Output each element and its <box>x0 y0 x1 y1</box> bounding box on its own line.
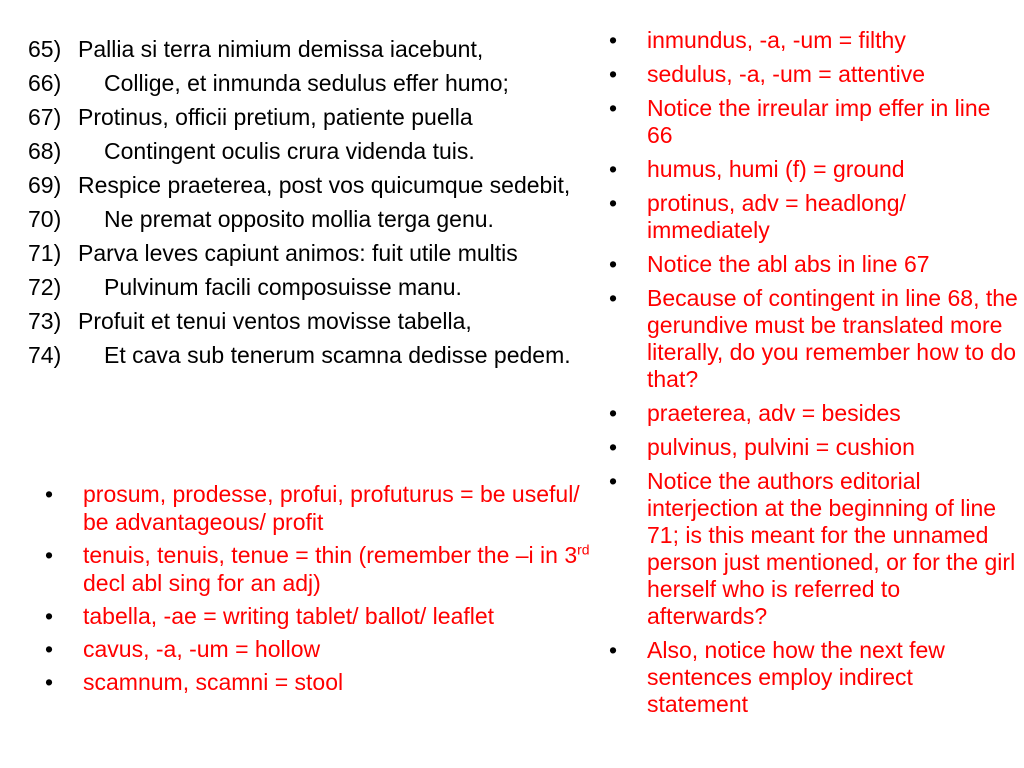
line-number: 73) <box>28 308 62 334</box>
bullet-icon: • <box>45 481 54 507</box>
poem-line <box>28 338 648 372</box>
note-text-end: decl abl sing for an adj) <box>83 570 321 596</box>
note-text: Also, notice how the next few sentences employ indirect statement <box>647 637 945 717</box>
poem-line <box>28 202 648 236</box>
bullet-icon: • <box>45 542 54 568</box>
note-item <box>609 251 1019 278</box>
line-number: 70) <box>28 206 62 232</box>
poem-line <box>28 66 648 100</box>
note-text-start: tenuis, tenuis, tenue = thin (remember the –i in 3 <box>83 542 578 568</box>
line-number: 66) <box>28 70 62 96</box>
bullet-icon: • <box>609 251 618 277</box>
line-text: Parva leves capiunt animos: fuit utile multis <box>78 240 518 266</box>
note-text: humus, humi (f) = ground <box>647 156 905 182</box>
note-item <box>609 637 1019 718</box>
line-text: Ne premat opposito mollia terga genu. <box>104 206 494 232</box>
line-number: 74) <box>28 342 62 368</box>
vocab-notes-right <box>609 27 1019 725</box>
note-text: protinus, adv = headlong/ immediately <box>647 190 906 243</box>
line-number: 68) <box>28 138 62 164</box>
bullet-icon: • <box>609 27 618 53</box>
note-item <box>45 635 603 663</box>
note-text: Notice the abl abs in line 67 <box>647 251 930 277</box>
note-text: inmundus, -a, -um = filthy <box>647 27 906 53</box>
bullet-icon: • <box>45 669 54 695</box>
note-item <box>609 285 1019 393</box>
note-item <box>45 541 603 597</box>
note-text: praeterea, adv = besides <box>647 400 901 426</box>
line-text: Et cava sub tenerum scamna dedisse pedem. <box>104 342 571 368</box>
note-text: tabella, -ae = writing tablet/ ballot/ leaflet <box>83 603 495 629</box>
note-item <box>45 602 603 630</box>
bullet-icon: • <box>609 637 618 663</box>
note-item <box>609 434 1019 461</box>
bullet-icon: • <box>609 95 618 121</box>
note-text: Because of contingent in line 68, the gerundive must be translated more literally, do you remember how to do that? <box>647 285 1018 392</box>
line-number: 72) <box>28 274 62 300</box>
bullet-icon: • <box>609 400 618 426</box>
vocab-notes-bottom <box>45 480 603 701</box>
poem-line <box>28 100 648 134</box>
note-item <box>609 190 1019 244</box>
line-text: Pulvinum facili composuisse manu. <box>104 274 462 300</box>
poem-line <box>28 236 648 270</box>
line-number: 71) <box>28 240 62 266</box>
bullet-icon: • <box>609 434 618 460</box>
line-text: Protinus, officii pretium, patiente puella <box>78 104 473 130</box>
poem-text <box>28 32 648 372</box>
line-number: 67) <box>28 104 62 130</box>
note-text: Notice the authors editorial interjection at the beginning of line 71; is this meant for the unnamed person just mentioned, or for the girl herself who is referred to afterwards? <box>647 468 1016 629</box>
note-item <box>609 61 1019 88</box>
bullet-icon: • <box>609 285 618 311</box>
note-item <box>45 668 603 696</box>
poem-line <box>28 168 648 202</box>
note-text <box>83 542 590 596</box>
note-text: sedulus, -a, -um = attentive <box>647 61 926 87</box>
ordinal-suffix: rd <box>577 541 590 558</box>
note-text: prosum, prodesse, profui, profuturus = be useful/ be advantageous/ profit <box>83 481 580 535</box>
note-item <box>609 468 1019 630</box>
note-text: pulvinus, pulvini = cushion <box>647 434 915 460</box>
note-text: cavus, -a, -um = hollow <box>83 636 321 662</box>
note-item <box>609 95 1019 149</box>
poem-line <box>28 134 648 168</box>
line-text: Collige, et inmunda sedulus effer humo; <box>104 70 509 96</box>
note-item <box>609 27 1019 54</box>
line-text: Profuit et tenui ventos movisse tabella, <box>78 308 472 334</box>
bullet-icon: • <box>609 156 618 182</box>
line-text: Contingent oculis crura videnda tuis. <box>104 138 475 164</box>
bullet-icon: • <box>45 636 54 662</box>
note-text: scamnum, scamni = stool <box>83 669 344 695</box>
poem-line <box>28 270 648 304</box>
poem-line <box>28 304 648 338</box>
line-text: Pallia si terra nimium demissa iacebunt, <box>78 36 484 62</box>
bullet-icon: • <box>609 61 618 87</box>
bullet-icon: • <box>609 190 618 216</box>
note-item <box>609 400 1019 427</box>
note-text: Notice the irreular imp effer in line 66 <box>647 95 991 148</box>
note-item <box>45 480 603 536</box>
bullet-icon: • <box>45 603 54 629</box>
poem-line <box>28 32 648 66</box>
line-number: 65) <box>28 36 62 62</box>
note-item <box>609 156 1019 183</box>
line-text: Respice praeterea, post vos quicumque sedebit, <box>78 172 571 198</box>
bullet-icon: • <box>609 468 618 494</box>
line-number: 69) <box>28 172 62 198</box>
